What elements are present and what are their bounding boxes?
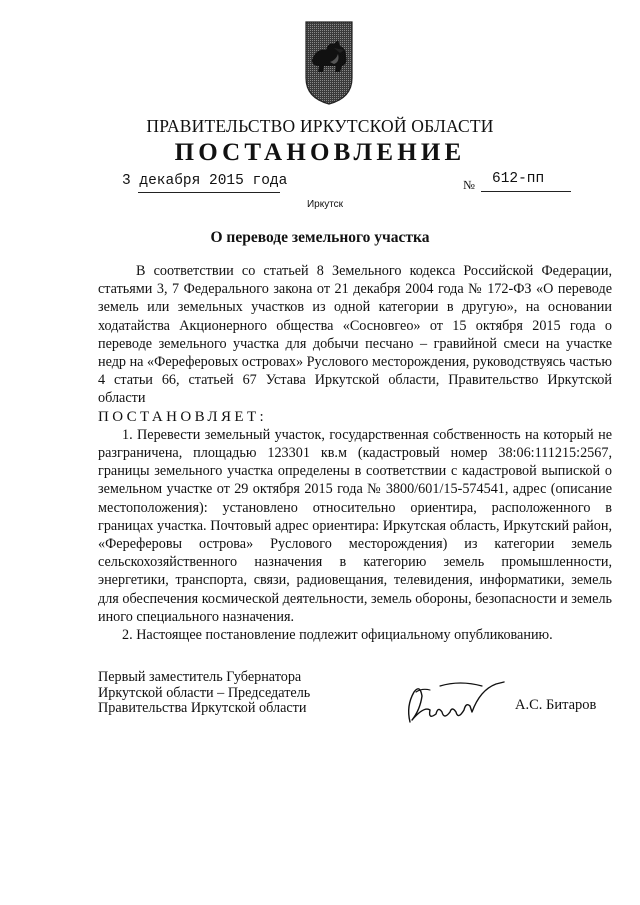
signer-position-line-1: Первый заместитель Губернатора — [98, 669, 302, 685]
signer-name: А.С. Битаров — [515, 697, 597, 713]
city-name: Иркутск — [306, 199, 344, 210]
decree-subject: О переводе земельного участка — [210, 229, 430, 246]
decree-number: 612-пп — [492, 171, 545, 187]
number-underline — [481, 191, 571, 192]
date-underline — [138, 192, 280, 193]
coat-of-arms-emblem — [304, 20, 354, 106]
item-paragraph-2: 2. Настоящее постановление подлежит официальному опубликованию. — [122, 627, 553, 644]
government-name: ПРАВИТЕЛЬСТВО ИРКУТСКОЙ ОБЛАСТИ — [146, 116, 494, 136]
resolves-heading: ПОСТАНОВЛЯЕТ: — [98, 408, 268, 425]
document-type: ПОСТАНОВЛЕНИЕ — [174, 139, 466, 166]
signer-position-line-2: Иркутской области – Председатель — [98, 684, 311, 701]
handwritten-signature — [400, 676, 508, 734]
signer-position — [98, 670, 310, 717]
number-sign: № — [463, 178, 475, 192]
item-paragraph-1: 1. Перевести земельный участок, государственная собственность на который не разграничена, площадью 123301 кв.м (кадастровый номер 38:06:111215:2567, границы земельного участка определены в соответствии с кадастровой выпиской о земельном участке от 29 октября 2015 года № 3800/601/15-574541, адрес (описание местоположения): установлено относительно ориентира, расположенного в границах участка. Почтовый адрес ориентира: Иркутская область, Иркутский район, «Фереферовы острова» Руслового месторождения) из категории земель сельскохозяйственного назначения в категорию земель промышленности, энергетики, транспорта, связи, радиовещания, телевидения, информатики, земель для обеспечения космической деятельности, земель обороны, безопасности и земель иного специального назначения. — [98, 426, 612, 625]
decree-body — [98, 262, 612, 644]
preamble-paragraph: В соответствии со статьей 8 Земельного кодекса Российской Федерации, статьями 3, 7 Федерального закона от 21 декабря 2004 года № 172-ФЗ «О переводе земель или земельных участков из одной категории в другую», на основании ходатайства Акционерного общества «Сосновгео» от 15 октября 2015 года о переводе земельного участка для добычи песчано – гравийной смеси на участке недр на «Фереферовых островах» Руслового месторождения, руководствуясь частью 4 статьи 66, статьей 67 Устава Иркутской области, Правительство Иркутской области — [98, 263, 612, 407]
decree-date-text: 3 декабря 2015 года — [122, 173, 288, 189]
decree-date — [122, 173, 287, 189]
signer-position-line-3: Правительства Иркутской области — [98, 700, 307, 716]
